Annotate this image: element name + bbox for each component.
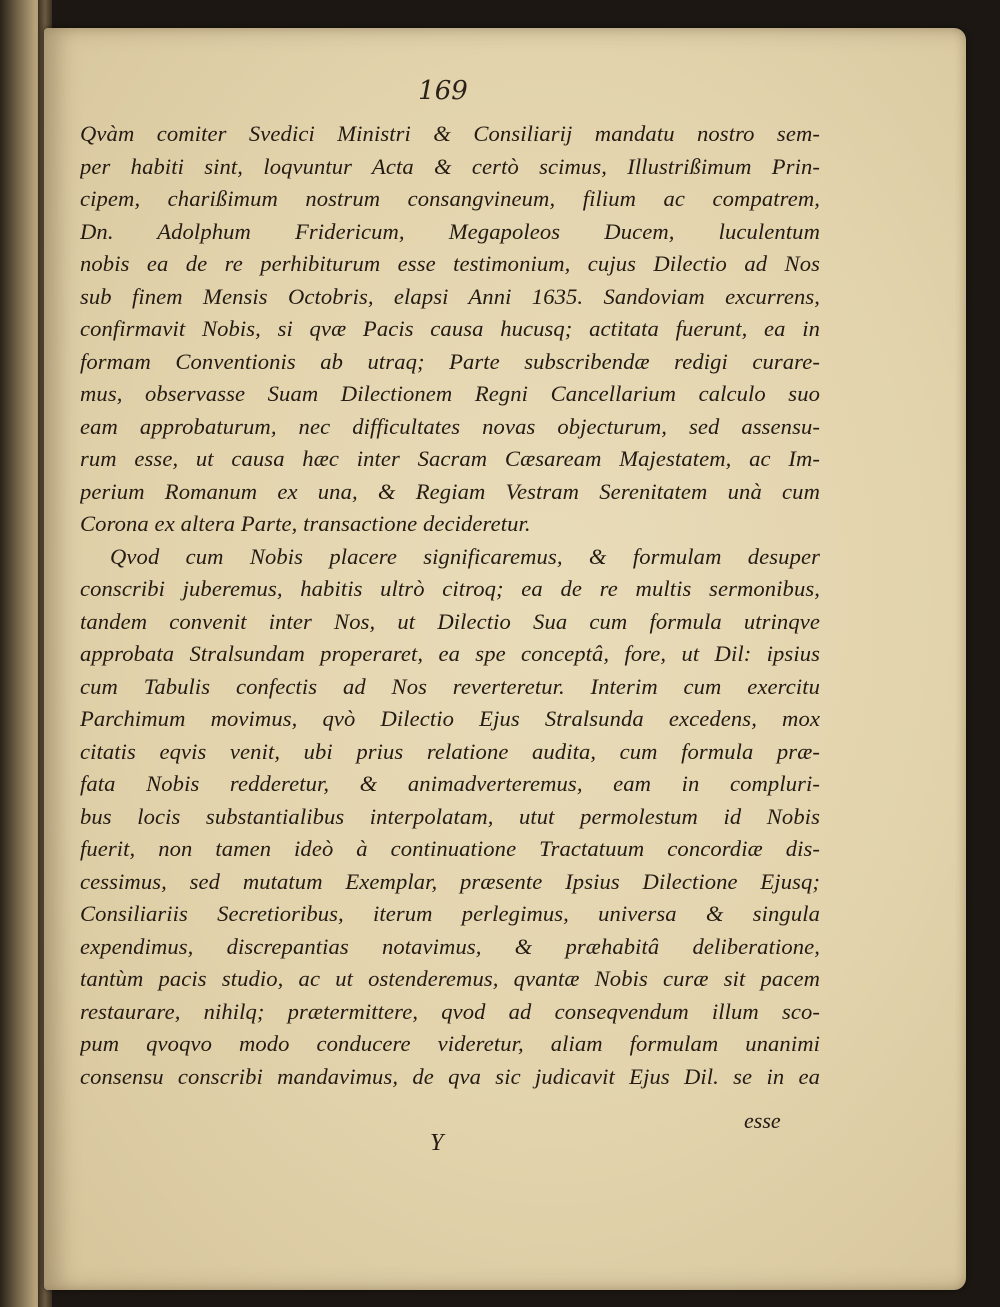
text-line: Qvod cum Nobis placere significaremus, & formulam desuper xyxy=(110,543,820,569)
text-line: sub finem Mensis Octobris, elapsi Anni 1635. Sandoviam excurrens, xyxy=(80,283,820,309)
text-line: rum esse, ut causa hæc inter Sacram Cæsaream Majestatem, ac Im- xyxy=(80,446,820,471)
text-line: tandem convenit inter Nos, ut Dilectio Sua cum formula utrinqve xyxy=(80,608,820,634)
text-line: per habiti sint, loqvuntur Acta & certò scimus, Illustrißimum Prin- xyxy=(80,153,820,179)
text-line: perium Romanum ex una, & Regiam Vestram Serenitatem unà cum xyxy=(80,478,820,504)
text-line: cum Tabulis confectis ad Nos reverteretur. Interim cum exercitu xyxy=(80,673,820,699)
text-line: Parchimum movimus, qvò Dilectio Ejus Stralsunda excedens, mox xyxy=(80,706,820,731)
text-line: Dn. Adolphum Fridericum, Megapoleos Ducem, luculentum xyxy=(80,218,820,244)
text-line: conscribi juberemus, habitis ultrò citroq; ea de re multis sermonibus, xyxy=(80,576,820,601)
text-line: approbata Stralsundam properaret, ea spe conceptâ, fore, ut Dil: ipsius xyxy=(80,641,820,666)
text-line: confirmavit Nobis, si qvæ Pacis causa hucusq; actitata fuerunt, ea in xyxy=(80,316,820,341)
text-line: Consiliariis Secretioribus, iterum perlegimus, universa & singula xyxy=(80,901,820,926)
text-line: fata Nobis redderetur, & animadverteremus, eam in compluri- xyxy=(80,771,820,796)
text-line: cipem, charißimum nostrum consangvineum, filium ac compatrem, xyxy=(80,186,820,211)
text-line: pum qvoqvo modo conducere videretur, aliam formulam unanimi xyxy=(80,1031,820,1056)
text-line: restaurare, nihilq; prætermittere, qvod ad conseqvendum illum sco- xyxy=(80,998,820,1024)
text-line: consensu conscribi mandavimus, de qva sic judicavit Ejus Dil. se in ea xyxy=(80,1063,820,1089)
text-line: cessimus, sed mutatum Exemplar, præsente Ipsius Dilectione Ejusq; xyxy=(80,868,820,894)
text-line: eam approbaturum, nec difficultates novas objecturum, sed assensu- xyxy=(80,413,820,439)
text-line: tantùm pacis studio, ac ut ostenderemus, qvantæ Nobis curæ sit pacem xyxy=(80,966,820,991)
text-line: citatis eqvis venit, ubi prius relatione audita, cum formula præ- xyxy=(80,738,820,764)
text-line: bus locis substantialibus interpolatam, utut permolestum id Nobis xyxy=(80,803,820,829)
catchword: esse xyxy=(744,1108,781,1133)
text-line: Corona ex altera Parte, transactione decideretur. xyxy=(80,511,531,536)
page-number: 169 xyxy=(418,76,468,106)
text-line: formam Conventionis ab utraq; Parte subscribendæ redigi curare- xyxy=(80,348,820,374)
text-line: fuerit, non tamen ideò à continuatione Tractatuum concordiæ dis- xyxy=(80,836,820,861)
body-text xyxy=(80,118,820,1093)
signature-mark: Y xyxy=(430,1130,444,1156)
text-line: nobis ea de re perhibiturum esse testimonium, cujus Dilectio ad Nos xyxy=(80,251,820,276)
text-line: Qvàm comiter Svedici Ministri & Consiliarij mandatu nostro sem- xyxy=(80,121,820,146)
text-line: expendimus, discrepantias notavimus, & præhabitâ deliberatione, xyxy=(80,933,820,959)
text-line: mus, observasse Suam Dilectionem Regni Cancellarium calculo suo xyxy=(80,381,820,406)
